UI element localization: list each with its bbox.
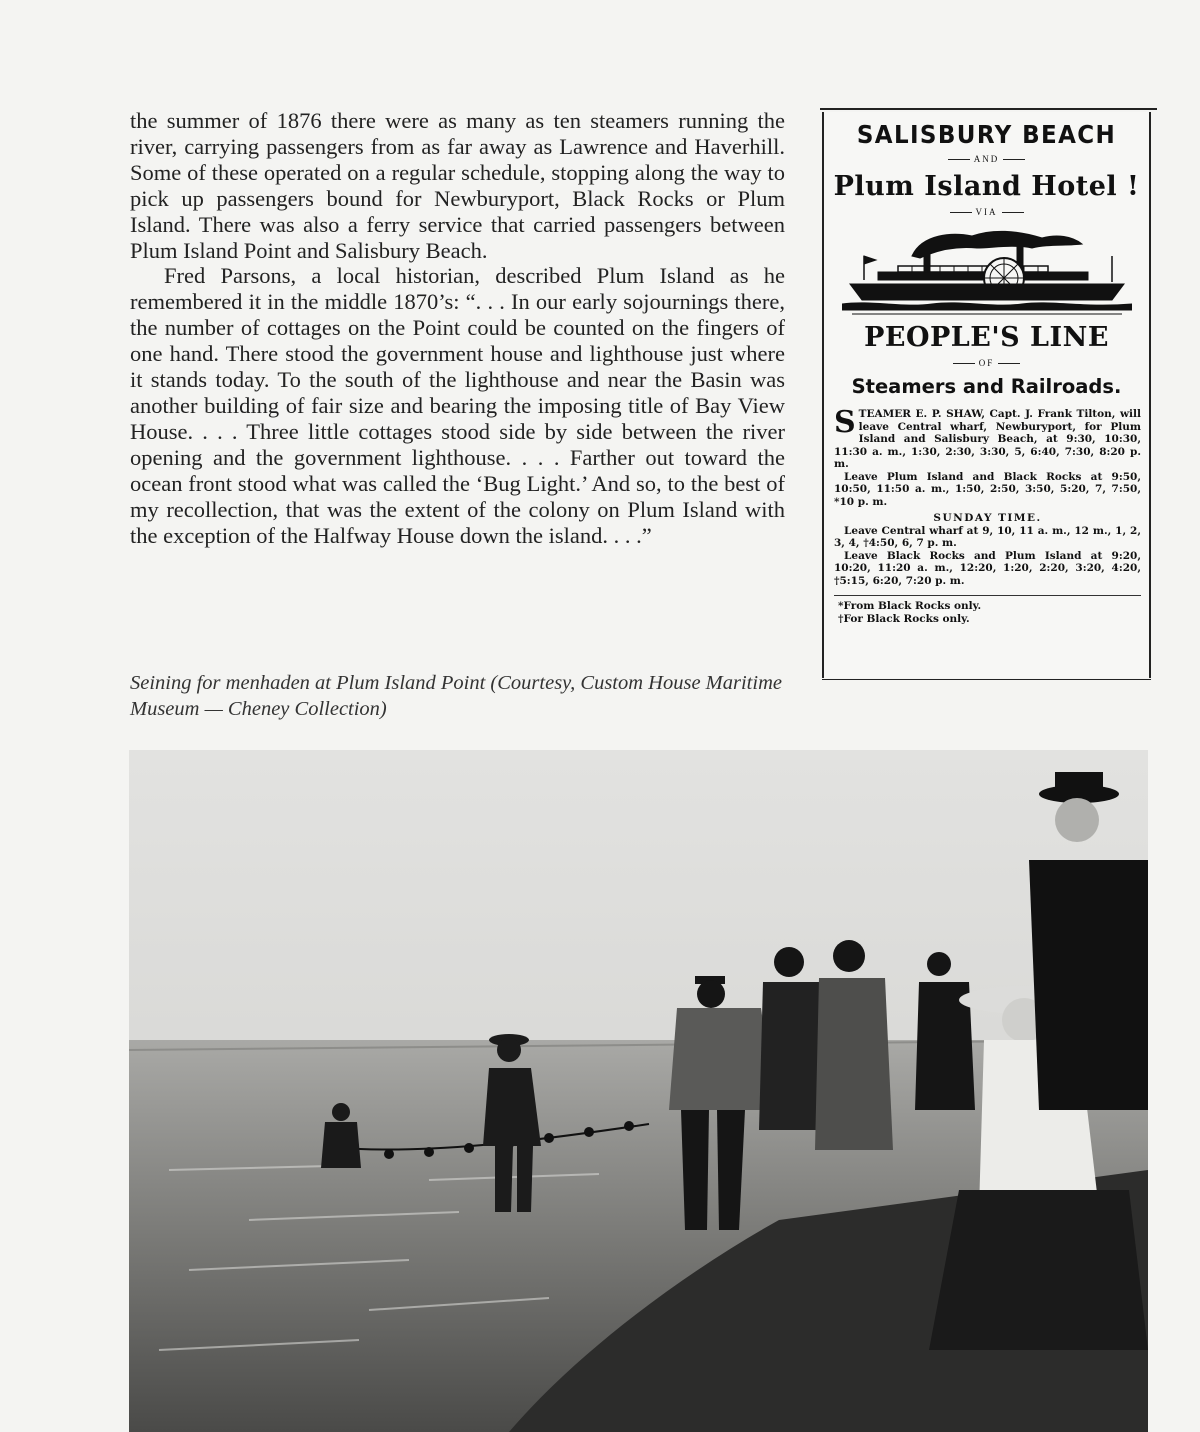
seining-photograph [129, 750, 1148, 1432]
ad-footnote-rule [834, 595, 1141, 596]
ad-hotel-title: Plum Island Hotel ! [833, 171, 1140, 202]
steamboat-illustration [842, 226, 1132, 318]
schedule-weekday-departures [834, 405, 1141, 471]
ad-of-rule: OF [824, 357, 1149, 369]
ad-line-name: PEOPLE'S LINE [864, 322, 1109, 353]
photo-caption: Seining for menhaden at Plum Island Point (Courtesy, Custom House Maritime Museum — Cheney Collection) [130, 672, 782, 720]
schedule-sunday-returns: Leave Black Rocks and Plum Island at 9:20, 10:20, 11:20 a. m., 12:20, 1:20, 2:20, 3:20, 4:20, †5:15, 6:20, 7:20 p. m. [834, 549, 1141, 587]
paragraph-parsons-quote: Fred Parsons, a local historian, described Plum Island as he remembered it in the middle 1870’s: “. . . In our early sojournings there, the number of cottages on the Point could be counted on the fingers of one hand. There stood the government house and lighthouse just where it stands today. To the south of the lighthouse and near the Basin was another building of fair size and bearing the imposing title of Bay View House. . . . Three little cottages stood side by side between the river opening and the government lighthouse. . . . Farther out toward the ocean front stood what was called the ‘Bug Light.’ And so, to the best of my recollection, that was the extent of the colony on Plum Island with the exception of the Halfway House down the island. . . .” [130, 263, 785, 548]
paragraph-steamers: the summer of 1876 there were as many as ten steamers running the river, carrying passengers from as far away as Lawrence and Haverhill. Some of these operated on a regular schedule, stopping along the way to pick up passengers bound for Newburyport, Black Rocks or Plum Island. There was also a ferry service that carried passengers between Plum Island Point and Salisbury Beach. [130, 108, 785, 263]
ad-subtitle: Steamers and Railroads. [851, 375, 1122, 398]
ad-and-rule: AND [824, 153, 1149, 165]
ad-headline: SALISBURY BEACH [856, 120, 1117, 149]
schedule-weekday-text: TEAMER E. P. SHAW, Capt. J. Frank Tilton, will leave Central wharf, Newburyport, for Plum Island and Salisbury Beach, at 9:30, 10:30, 11:30 a. m., 1:30, 2:30, 3:30, 5, 6:40, 7:30, 8:20 p. m. [834, 408, 1141, 470]
ad-dropcap: S [834, 405, 856, 440]
schedule-weekday-returns: Leave Plum Island and Black Rocks at 9:50, 10:50, 11:50 a. m., 1:50, 2:50, 3:50, 5:20, 7, 7:50, *10 p. m. [834, 470, 1141, 508]
schedule-sunday-heading: SUNDAY TIME. [933, 512, 1042, 524]
ad-footnote-for: †For Black Rocks only. [838, 612, 970, 625]
schedule-sunday-departures: Leave Central wharf at 9, 10, 11 a. m., 12 m., 1, 2, 3, 4, †4:50, 6, 7 p. m. [834, 524, 1141, 549]
ad-footnote-from: *From Black Rocks only. [838, 600, 982, 612]
ad-top-rule [820, 108, 1157, 110]
body-text [130, 108, 785, 548]
ad-via-rule: VIA [824, 206, 1149, 218]
steamer-advertisement [822, 112, 1151, 678]
ad-bottom-rule [822, 679, 1151, 680]
ad-schedule [834, 405, 1141, 625]
